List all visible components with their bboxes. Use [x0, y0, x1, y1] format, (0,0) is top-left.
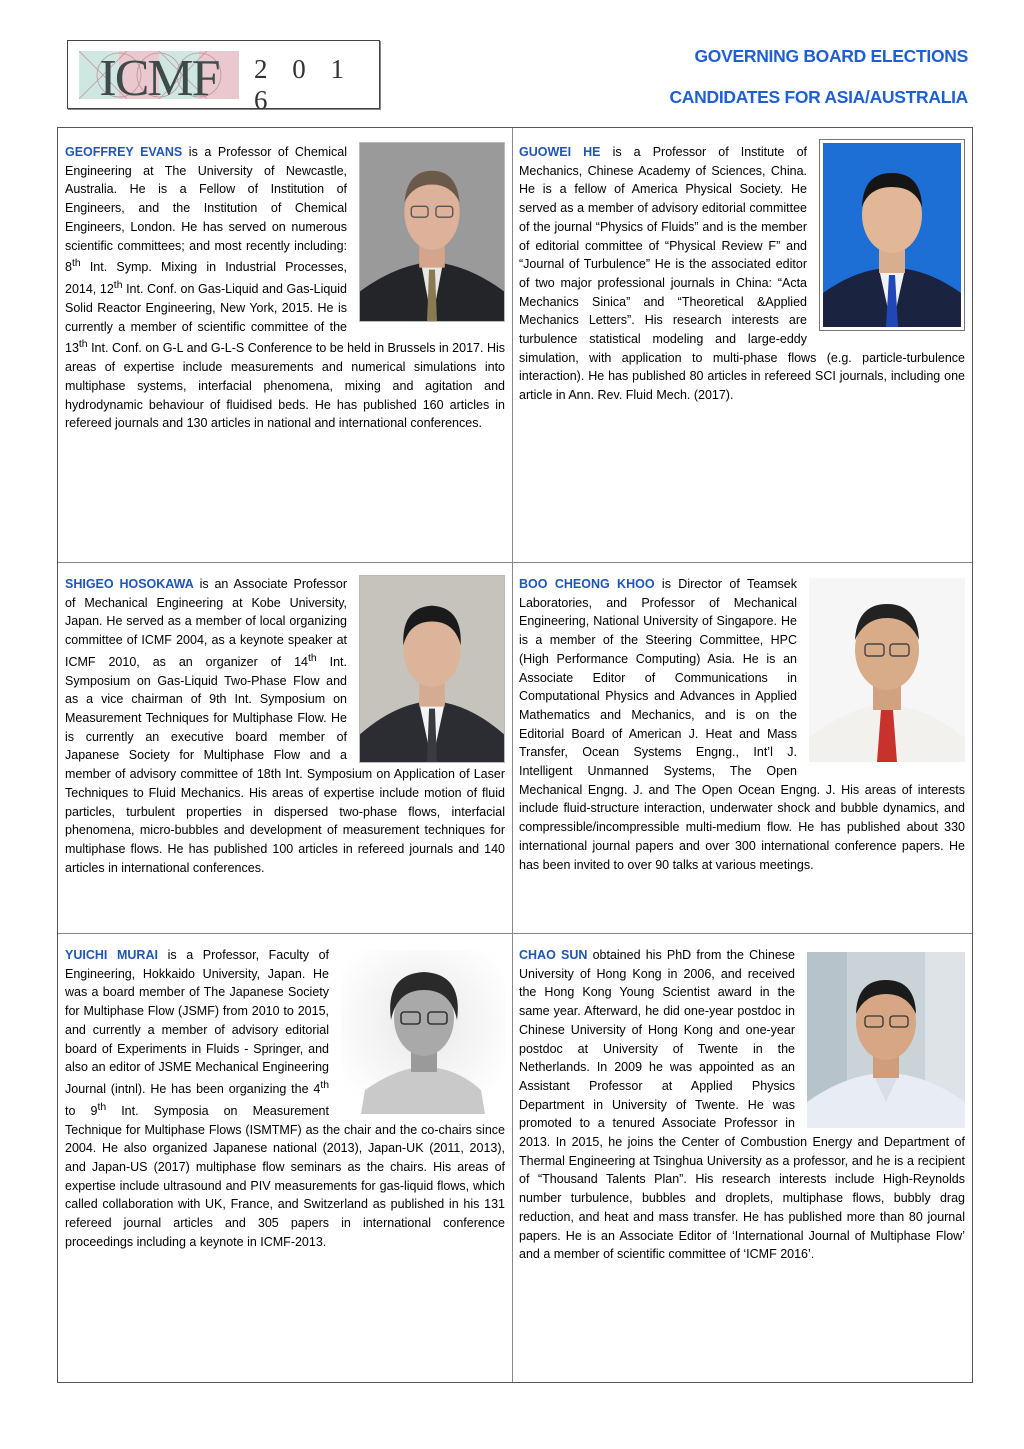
- candidate-card-hosokawa: [65, 575, 505, 877]
- candidate-card-he: [519, 143, 965, 405]
- candidate-card-murai: [65, 946, 505, 1252]
- candidate-bio: YUICHI MURAI is a Professor, Faculty of Engineering, Hokkaido University, Japan. He was a board member of The Japanese Society for Multiphase Flow (JSMF) from 2010 to 2015, and currently a member of advisory editorial board of Experiments in Fluids - Springer, and also an editor of JSME Mechanical Engineering Journal (intnl). He has been organizing the 4th to 9th Int. Symposia on Measurement Technique for Multiphase Flows (ISMTMF) as the chair and the co-chairs since 2004. He also organized Japanese national (2013), Japan-UK (2011, 2013), and Japan-US (2017) multiphase flow seminars as the chairs. His areas of expertise include ultrasound and PIV measurements for gas-liquid flows, which called collaboration with UK, France, and Switzerland as published in his 131 refereed journal articles and 305 papers in international conference proceedings including a keynote in ICMF-2013.: [65, 948, 505, 1249]
- candidate-photo: [359, 575, 505, 763]
- candidate-card-sun: [519, 946, 965, 1264]
- candidate-name: BOO CHEONG KHOO: [519, 577, 655, 591]
- candidate-card-khoo: [519, 575, 965, 874]
- page-title: GOVERNING BOARD ELECTIONS: [694, 46, 968, 66]
- candidate-bio: SHIGEO HOSOKAWA is an Associate Professor of Mechanical Engineering at Kobe University, Japan. He served as a member of local organizing committee of ICMF 2004, as a keynote speaker at ICMF 2010, as an organizer of 14th Int. Symposium on Gas-Liquid Two-Phase Flow and as a vice chairman of 9th Int. Symposium on Measurement Techniques for Multiphase Flow. He is currently an executive board member of Japanese Society for Multiphase Flow and a member of advisory committee of 18th Int. Symposium on Application of Laser Techniques to Fluid Mechanics. His areas of expertise include motion of fluid particles, turbulent properties in dispersed two-phase flows, interfacial phenomena, micro-bubbles and development of measurement techniques for multiphase flows. He has published 100 articles in refereed journals and 140 articles in international conferences.: [65, 577, 505, 875]
- candidate-card-evans: [65, 143, 505, 433]
- row-divider: [58, 562, 972, 563]
- candidate-bio: CHAO SUN obtained his PhD from the Chinese University of Hong Kong in 2006, and received the Hong Kong Young Scientist award in the same year. Afterward, he did one-year postdoc in Chinese University of Hong Kong and one-year postdoc at University of Twente in the Netherlands. In 2009 he was appointed as an Assistant Professor at Applied Physics Department in University of Twente. He was promoted to a tenured Associate Professor in 2013. In 2015, he joins the Center of Combustion Energy and Department of Thermal Engineering at Tsinghua University as a professor, and he is a recipient of “Thousand Talents Plan”. His research interests include High-Reynolds number turbulence, bubbles and droplets, multiphase flows, bubbly drag reduction, and heat and mass transfer. He has published more than 80 journal papers. He is an Associate Editor of ‘International Journal of Multiphase Flow’ and a member of scientific committee of ‘ICMF 2016’.: [519, 948, 965, 1262]
- candidates-grid: [57, 127, 973, 1383]
- candidate-photo: [359, 142, 505, 322]
- icmf-logo-mark: [79, 51, 239, 99]
- candidate-name: GUOWEI HE: [519, 145, 601, 159]
- candidate-name: CHAO SUN: [519, 948, 588, 962]
- candidate-photo: [819, 139, 965, 331]
- logo-year: 2 0 1 6: [254, 54, 353, 115]
- candidate-bio: GUOWEI HE is a Professor of Institute of Mechanics, Chinese Academy of Sciences, China. He is a fellow of America Physical Society. He served as a member of advisory editorial committee of the journal “Physics of Fluids” and is the member of editorial committee of “Physical Review F” and “Journal of Turbulence” He is the associated editor of two major professional journals in China: “Acta Mechanics Sinica” and “Theoretical &Applied Mechanics Letters”. His research interests are turbulence statistical modeling and large-eddy simulation, with application to multi-phase flows (e.g. particle-turbulence interaction). He has published 80 articles in refereed SCI journals, including one article in Ann. Rev. Fluid Mech. (2017).: [519, 145, 965, 403]
- candidate-photo: [807, 952, 965, 1128]
- column-divider: [512, 128, 513, 1382]
- page-subtitle: CANDIDATES FOR ASIA/AUSTRALIA: [669, 87, 968, 107]
- logo-letters: ICMF: [99, 51, 219, 99]
- candidate-bio: BOO CHEONG KHOO is Director of Teamsek Laboratories, and Professor of Mechanical Engineering, National University of Singapore. He is a member of the Steering Committee, HPC (High Performance Computing) Asia. He is an Associate Editor of Communications in Computational Physics and Advances in Applied Mathematics and Mechanics, and is on the Editorial Board of American J. Heat and Mass Transfer, Ocean Systems Engng., Int’l J. Intelligent Unmanned Systems, The Open Mechanical Engng. J. and The Open Ocean Engng. J. His areas of interests include fluid-structure interaction, underwater shock and bubble dynamics, and compressible/incompressible multi-medium flow. He has published about 330 international journal papers and over 300 international conference papers. He has been invited to over 90 talks at various meetings.: [519, 577, 965, 872]
- candidate-bio: GEOFFREY EVANS is a Professor of Chemical Engineering at The University of Newcastle, Australia. He is a Fellow of Institution of Engineers, and the Institution of Chemical Engineers, London. He has served on numerous scientific committees; and most recently including: 8th Int. Symp. Mixing in Industrial Processes, 2014, 12th Int. Conf. on Gas-Liquid and Gas-Liquid Solid Reactor Engineering, New York, 2015. He is currently a member of scientific committee of the 13th Int. Conf. on G-L and G-L-S Conference to be held in Brussels in 2017. His areas of expertise include measurements and numerical simulations into multiphase systems, interfacial phenomena, mixing and agitation and hydrodynamic behaviour of fluidised beds. He has published 160 articles in refereed journals and 130 articles in national and international conferences.: [65, 145, 505, 431]
- icmf-logo: [67, 40, 380, 115]
- candidate-photo: [341, 950, 505, 1114]
- candidate-name: SHIGEO HOSOKAWA: [65, 577, 194, 591]
- candidate-name: GEOFFREY EVANS: [65, 145, 183, 159]
- row-divider: [58, 933, 972, 934]
- candidate-name: YUICHI MURAI: [65, 948, 158, 962]
- candidate-photo: [809, 578, 965, 762]
